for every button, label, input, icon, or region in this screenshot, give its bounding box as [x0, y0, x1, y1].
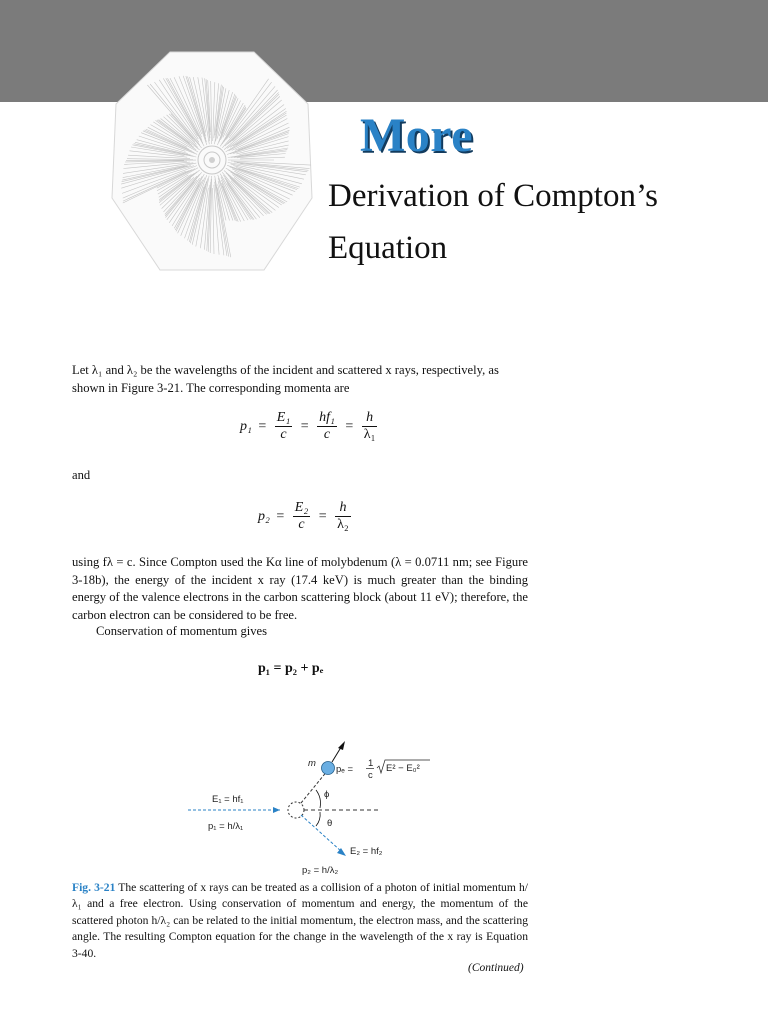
- continued-note: (Continued): [468, 962, 524, 974]
- using-paragraph: using fλ = c. Since Compton used the Kα line of molybdenum (λ = 0.0711 nm; see Figure 3-18b), the energy of the incident x ray (17.4 keV) is much greater than the binding energy of the valence electrons in the carbon scattering block (about 11 eV); therefore, the carbon electron can be considered to be free.: [72, 555, 528, 622]
- incident-arrowhead: [273, 807, 280, 813]
- eq2-equals-2: =: [318, 508, 327, 524]
- figure-caption: [72, 880, 528, 962]
- eq1-equals-2: =: [300, 418, 309, 434]
- eq2-f2-den: λ₂: [337, 517, 349, 532]
- theta-angle-arc: [316, 812, 320, 826]
- eq1-lhs: p₁: [240, 418, 252, 434]
- pe-fraction-num: 1: [368, 758, 374, 769]
- eq1-f3-den: λ₁: [363, 427, 376, 442]
- eq2-fraction-lambda: [335, 500, 351, 533]
- scattered-photon-path: [301, 815, 342, 852]
- eq1-f3-num: h: [362, 410, 378, 427]
- chapter-title-line2: Equation: [328, 230, 448, 266]
- figure-label: Fig. 3-21: [72, 881, 116, 894]
- particle-burst-image: [108, 48, 316, 276]
- caption-text: The scattering of x rays can be treated as a collision of a photon of initial momentum h/λ₁ and a free electron. Using conservation of momentum and energy, the momentum of the scattered photon h/λ₂ can be related to the initial momentum, the electron mass, and the scattering angle. The resulting Compton equation for the change in the wavelength of the x ray is Equation 3-40.: [72, 881, 528, 960]
- scattered-momentum-label: p₂ = h/λ₂: [302, 865, 339, 876]
- phi-label: ϕ: [324, 789, 330, 800]
- eq2-lhs: p₂: [258, 508, 270, 524]
- and-text: and: [72, 468, 91, 482]
- eq1-fraction-lambda: [362, 410, 378, 443]
- theta-label: θ: [327, 818, 333, 829]
- pe-fraction-den: c: [368, 770, 373, 781]
- eq1-equals-3: =: [345, 418, 354, 434]
- eq2-f1-den: c: [298, 517, 305, 532]
- eq1-equals: =: [258, 418, 267, 434]
- eq1-f1-num: E₁: [276, 410, 291, 425]
- equation-momentum-conservation: p₁ = p₂ + pₑ: [258, 661, 324, 676]
- equation-p2: [258, 500, 353, 533]
- incident-momentum-label: p₁ = h/λ₁: [208, 821, 244, 832]
- eq2-fraction-energy: [293, 500, 310, 533]
- intro-paragraph: Let λ₁ and λ₂ be the wavelengths of the incident and scattered x rays, respectively, as shown in Figure 3-21. The corresponding momenta are: [72, 363, 499, 395]
- electron-momentum-label: pₑ =: [336, 764, 354, 775]
- equation-p1: [240, 410, 379, 443]
- mass-label: m: [308, 758, 316, 769]
- eq2-f2-num: h: [335, 500, 351, 517]
- compton-scattering-diagram: [180, 740, 440, 880]
- eq1-f2-den: c: [323, 427, 331, 442]
- phi-angle-arc: [316, 790, 321, 808]
- eq2-f1-num: E₂: [294, 500, 309, 515]
- conservation-text: Conservation of momentum gives: [96, 624, 268, 638]
- scattered-energy-label: E₂ = hf₂: [350, 846, 383, 857]
- eq1-fraction-hf: [317, 410, 337, 443]
- eq2-equals: =: [276, 508, 285, 524]
- more-title: More: [360, 109, 474, 162]
- chapter-title: [328, 170, 748, 274]
- electron-ball: [322, 762, 335, 775]
- eq1-fraction-energy: [275, 410, 292, 443]
- incident-energy-label: E₁ = hf₁: [212, 794, 244, 805]
- electron-arrowhead: [338, 741, 345, 750]
- pe-root-expression: E² − E₀²: [386, 763, 420, 774]
- chapter-title-line1: Derivation of Compton’s: [328, 178, 658, 214]
- eq1-f1-den: c: [280, 427, 287, 442]
- eq1-f2-num: hf₁: [319, 410, 335, 425]
